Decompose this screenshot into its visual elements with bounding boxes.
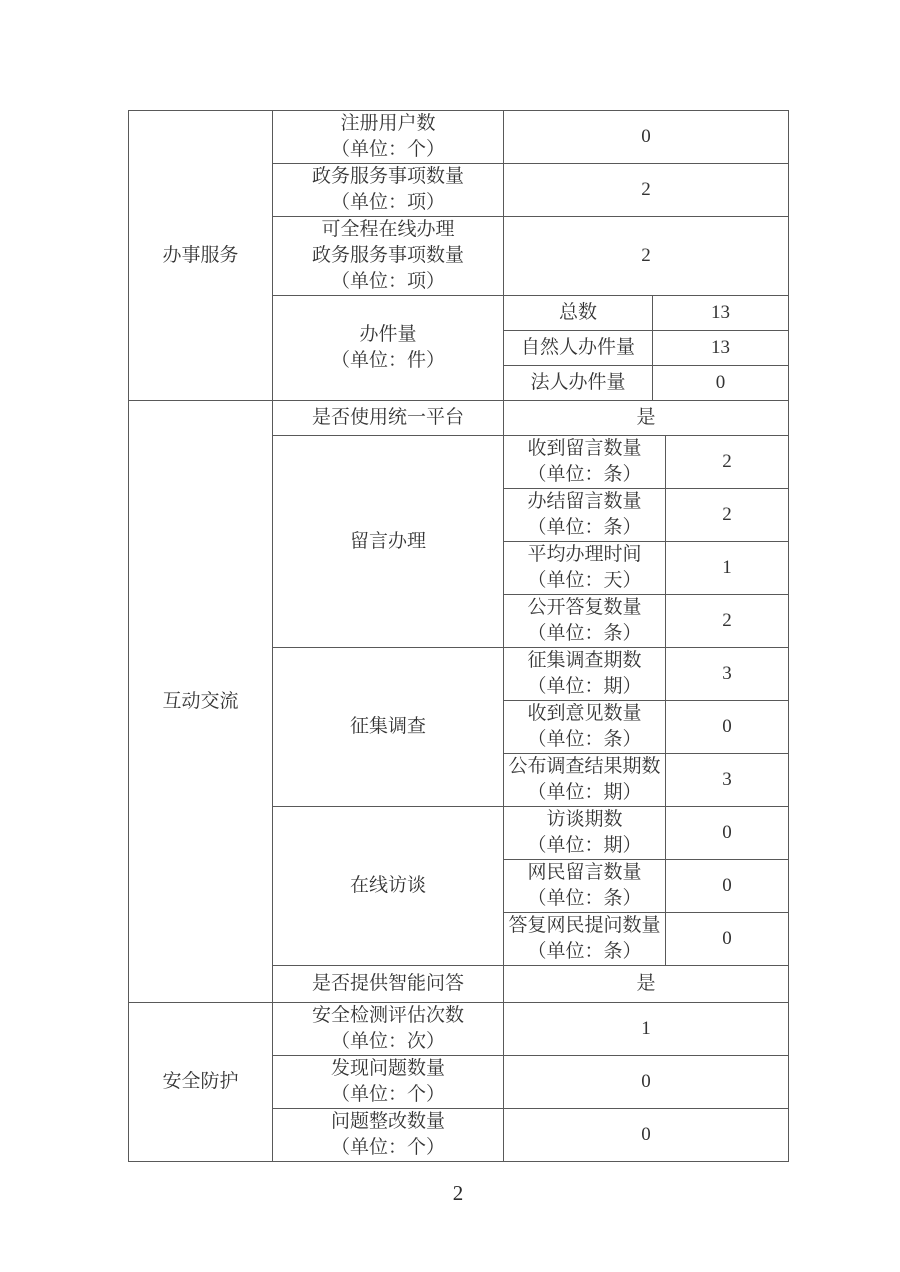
metric-group-label: 征集调查 [273,648,504,807]
submetric-value: 0 [653,366,789,401]
metric-value: 是 [504,401,789,436]
submetric-label: 总数 [504,296,653,331]
submetric-label: 平均办理时间 （单位：天） [504,542,666,595]
metric-value: 是 [504,966,789,1003]
submetric-label: 收到意见数量 （单位：条） [504,701,666,754]
metric-value: 0 [504,111,789,164]
submetric-value: 1 [666,542,789,595]
submetric-label: 征集调查期数 （单位：期） [504,648,666,701]
submetric-label: 收到留言数量 （单位：条） [504,436,666,489]
metric-label: 政务服务事项数量 （单位：项） [273,164,504,217]
section-label [129,1003,273,1162]
metric-label: 可全程在线办理 政务服务事项数量 （单位：项） [273,217,504,296]
submetric-label: 公布调查结果期数 （单位：期） [504,754,666,807]
submetric-label: 答复网民提问数量 （单位：条） [504,913,666,966]
table-row [129,401,789,436]
submetric-value: 0 [666,860,789,913]
submetric-value: 3 [666,648,789,701]
submetric-label: 自然人办件量 [504,331,653,366]
submetric-value: 0 [666,701,789,754]
metric-label: 注册用户数 （单位：个） [273,111,504,164]
page-number: 2 [452,1181,464,1205]
metric-label: 是否使用统一平台 [273,401,504,436]
metric-value: 0 [504,1056,789,1109]
submetric-label: 网民留言数量 （单位：条） [504,860,666,913]
submetric-value: 3 [666,754,789,807]
section-label [129,111,273,401]
section-label-text: 互动交流 [162,690,239,712]
metric-group-label: 在线访谈 [273,807,504,966]
metric-label: 发现问题数量 （单位：个） [273,1056,504,1109]
metric-value: 0 [504,1109,789,1162]
metric-group-label: 办件量 （单位：件） [273,296,504,401]
metric-label: 问题整改数量 （单位：个） [273,1109,504,1162]
submetric-value: 13 [653,331,789,366]
section-label [129,401,273,1003]
metric-label: 是否提供智能问答 [273,966,504,1003]
section-label-text: 办事服务 [162,244,239,266]
metric-value: 2 [504,164,789,217]
submetric-label: 办结留言数量 （单位：条） [504,489,666,542]
section-label-text: 安全防护 [162,1071,239,1092]
metric-label: 安全检测评估次数 （单位：次） [273,1003,504,1056]
submetric-value: 0 [666,807,789,860]
submetric-value: 13 [653,296,789,331]
submetric-label: 法人办件量 [504,366,653,401]
metric-group-label: 留言办理 [273,436,504,648]
submetric-label: 访谈期数 （单位：期） [504,807,666,860]
submetric-label: 公开答复数量 （单位：条） [504,595,666,648]
metric-value: 1 [504,1003,789,1056]
submetric-value: 0 [666,913,789,966]
table-row [129,1003,789,1056]
metric-value: 2 [504,217,789,296]
table-row [129,111,789,164]
submetric-value: 2 [666,595,789,648]
submetric-value: 2 [666,489,789,542]
annual-report-table [128,110,789,1162]
submetric-value: 2 [666,436,789,489]
